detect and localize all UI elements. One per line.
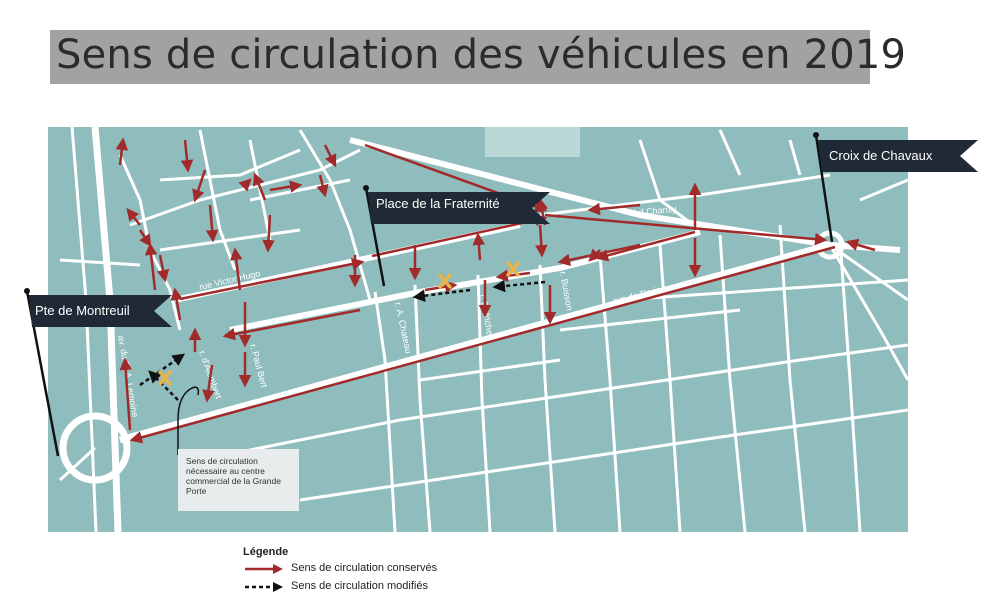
street-label-alembert: r. d'Alembert — [197, 349, 224, 400]
legend-title: Légende — [243, 546, 289, 558]
street-label-chanzy: bd Chanzy — [633, 203, 678, 218]
street-label-buisson: r. Buisson — [558, 270, 575, 312]
street-label-dufriche: r. Dufriche — [478, 293, 496, 336]
flag-label-chavaux: Croix de Chavaux — [829, 148, 933, 163]
flag-label-fraternite: Place de la Fraternité — [376, 196, 500, 211]
legend-modified — [243, 580, 443, 594]
note-text: Sens de circulation nécessaire au centre commercial de la Grande Porte — [186, 456, 281, 496]
legend-kept — [243, 562, 443, 576]
street-label-lemoine: av. du Pr A. Lemoine — [116, 334, 141, 418]
red-arrow-icon — [243, 562, 283, 576]
page-title: Sens de circulation des véhicules en 2019 — [56, 32, 907, 78]
flag-label-montreuil: Pte de Montreuil — [35, 303, 130, 318]
street-label-paul-bert: r. Paul Bert — [248, 342, 270, 389]
parc-area — [485, 127, 580, 157]
legend-kept-label: Sens de circulation conservés — [291, 562, 438, 574]
note-grande-porte — [178, 449, 299, 511]
map-background — [48, 127, 908, 532]
street-label-chateau: r. A. Chateau — [393, 301, 414, 355]
black-arrow-icon — [243, 580, 283, 594]
street-label-paris: rue de Paris — [612, 284, 662, 306]
legend-modified-label: Sens de circulation modifiés — [291, 580, 428, 592]
street-label-victor-hugo: rue Victor Hugo — [198, 268, 262, 292]
